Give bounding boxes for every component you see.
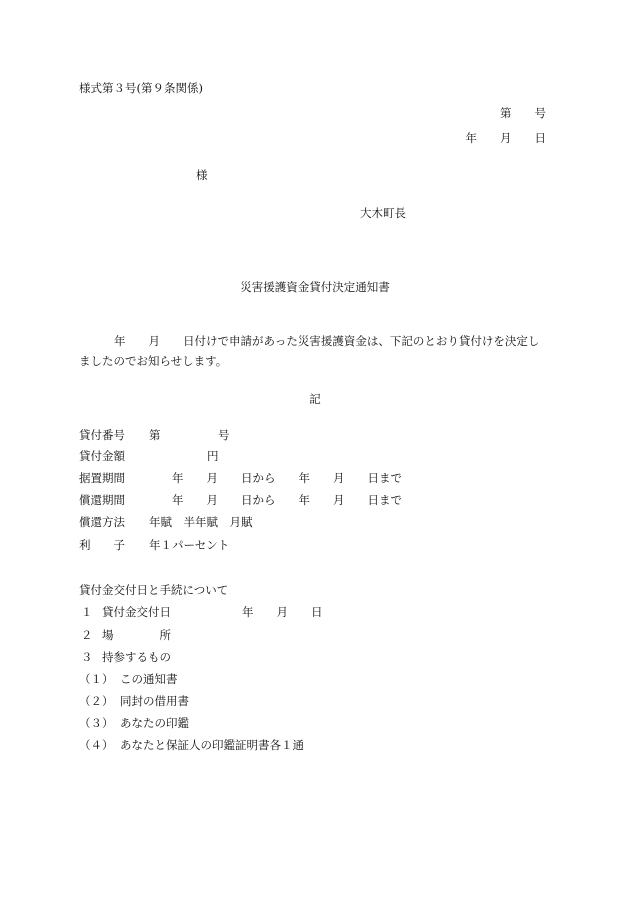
detail-value-repayment-period: 年 月 日から 年 月 日まで <box>172 493 402 507</box>
detail-label-repayment-method: 償還方法 <box>79 515 125 529</box>
detail-value-interest: 年１パーセント <box>149 538 230 552</box>
bring-item-number: （２） <box>79 694 114 708</box>
procedure-item-label: 場 所 <box>102 628 171 642</box>
detail-label-interest: 利 子 <box>79 538 125 552</box>
detail-label-repayment-period: 償還期間 <box>79 493 125 507</box>
bring-item-text: あなたの印鑑 <box>120 716 189 730</box>
procedure-item-value: 年 月 日 <box>242 605 323 619</box>
detail-label-loan-amount: 貸付金額 <box>79 449 125 463</box>
form-number: 様式第３号(第９条関係) <box>79 81 203 95</box>
bring-item-number: （１） <box>79 672 114 686</box>
procedure-item-number: １ <box>81 605 93 619</box>
bring-item-text: 同封の借用書 <box>120 694 189 708</box>
procedure-item-number: ３ <box>81 650 93 664</box>
issue-date: 年 月 日 <box>465 131 546 145</box>
procedure-item-label: 貸付金交付日 <box>102 605 171 619</box>
detail-value-loan-amount: 円 <box>207 449 219 463</box>
detail-value-repayment-method: 年賦 半年賦 月賦 <box>149 515 253 529</box>
procedure-item-label: 持参するもの <box>102 650 171 664</box>
detail-label-deferment-period: 据置期間 <box>79 471 125 485</box>
document-number: 第 号 <box>500 106 546 120</box>
procedure-heading: 貸付金交付日と手続について <box>79 583 229 597</box>
bring-item-number: （４） <box>79 738 114 752</box>
procedure-item-number: ２ <box>81 628 93 642</box>
body-text-line-1: 年 月 日付けで申請があった災害援護資金は、下記のとおり貸付けを決定し <box>114 334 540 348</box>
detail-value-deferment-period: 年 月 日から 年 月 日まで <box>172 471 402 485</box>
bring-item-text: この通知書 <box>120 672 178 686</box>
detail-value-loan-number: 第 号 <box>149 428 230 442</box>
ki-heading: 記 <box>309 392 321 406</box>
addressee-suffix: 様 <box>196 168 208 182</box>
body-text-line-2: ましたのでお知らせします。 <box>79 354 228 368</box>
bring-item-number: （３） <box>79 716 114 730</box>
detail-label-loan-number: 貸付番号 <box>79 428 125 442</box>
document-title: 災害援護資金貸付決定通知書 <box>240 280 390 294</box>
issuer-name: 大木町長 <box>360 206 406 220</box>
bring-item-text: あなたと保証人の印鑑証明書各１通 <box>120 738 304 752</box>
